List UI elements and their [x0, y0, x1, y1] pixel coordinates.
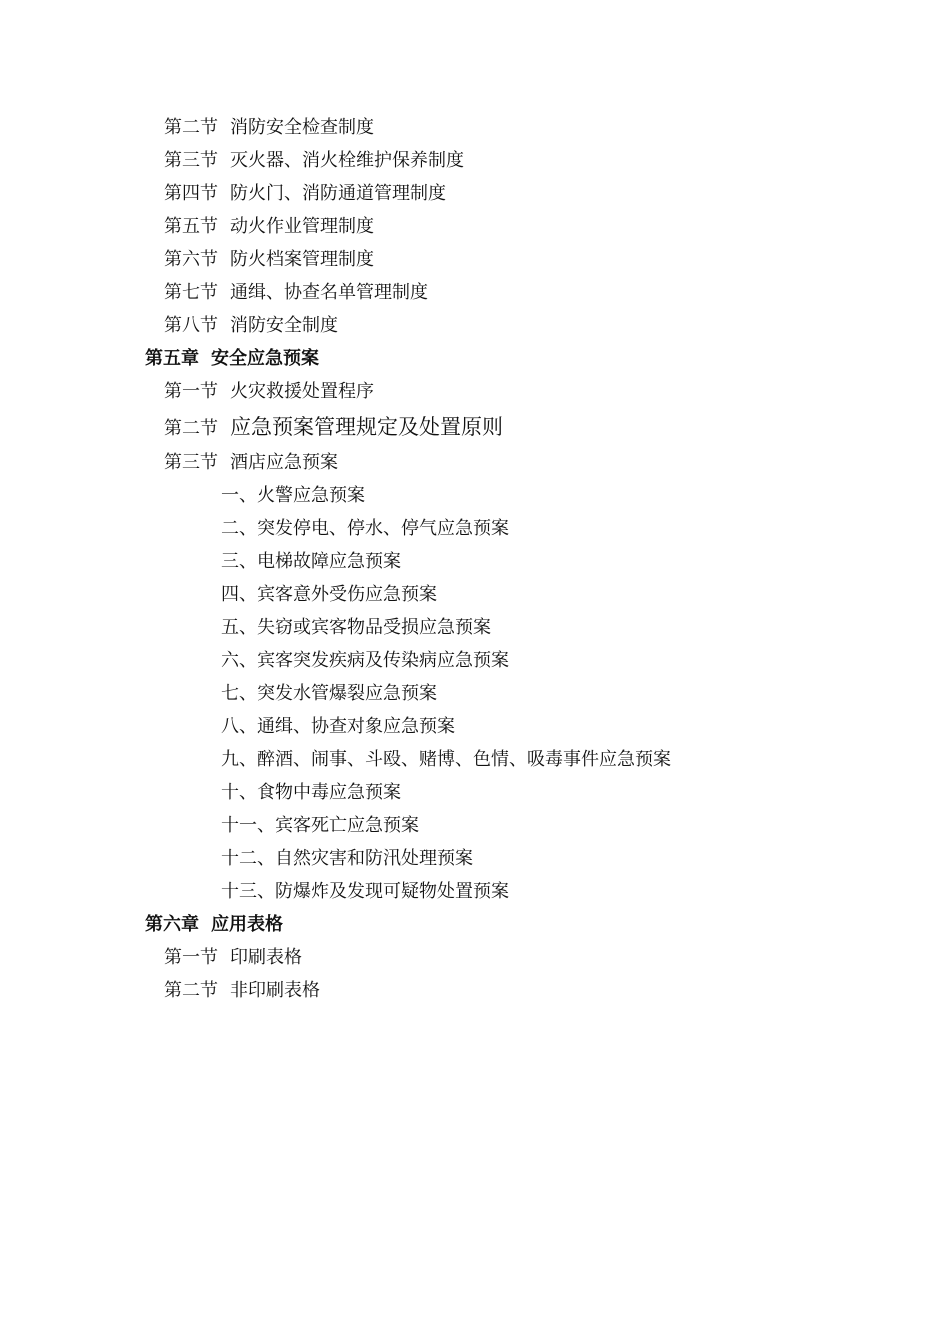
section-title: 应急预案管理规定及处置原则 [230, 415, 503, 439]
toc-section-line[interactable] [0, 408, 950, 446]
section-number: 第六节 [164, 249, 218, 270]
toc-section-line[interactable] [0, 446, 950, 479]
section-number: 第一节 [164, 381, 218, 402]
chapter-number: 第六章 [145, 914, 199, 935]
toc-item-line[interactable]: 四、宾客意外受伤应急预案 [221, 584, 437, 605]
section-title: 非印刷表格 [230, 980, 320, 1001]
toc-item-line[interactable]: 五、失窃或宾客物品受损应急预案 [221, 617, 491, 638]
section-number: 第三节 [164, 150, 218, 171]
toc-section-line[interactable] [0, 375, 950, 408]
section-title: 防火门、消防通道管理制度 [230, 183, 446, 204]
section-title: 防火档案管理制度 [230, 249, 374, 270]
section-title: 印刷表格 [230, 947, 302, 968]
section-number: 第八节 [164, 315, 218, 336]
section-number: 第二节 [164, 980, 218, 1001]
toc-chapter-heading[interactable] [0, 908, 950, 941]
toc-item-line[interactable]: 二、突发停电、停水、停气应急预案 [221, 518, 509, 539]
toc-item-line[interactable]: 六、宾客突发疾病及传染病应急预案 [221, 650, 509, 671]
section-number: 第五节 [164, 216, 218, 237]
toc-item-line[interactable]: 十一、宾客死亡应急预案 [221, 815, 419, 836]
chapter-title: 安全应急预案 [211, 348, 319, 369]
section-title: 火灾救援处置程序 [230, 381, 374, 402]
toc-section-line[interactable] [0, 974, 950, 1007]
section-title: 灭火器、消火栓维护保养制度 [230, 150, 464, 171]
toc-section-line[interactable] [0, 177, 950, 210]
section-title: 酒店应急预案 [230, 452, 338, 473]
toc-section-line[interactable] [0, 276, 950, 309]
toc-section-line[interactable] [0, 210, 950, 243]
toc-chapter-heading[interactable] [0, 342, 950, 375]
section-number: 第二节 [164, 117, 218, 138]
chapter-number: 第五章 [145, 348, 199, 369]
toc-item-line[interactable]: 十、食物中毒应急预案 [221, 782, 401, 803]
chapter-title: 应用表格 [211, 914, 283, 935]
section-title: 消防安全制度 [230, 315, 338, 336]
toc-section-line[interactable] [0, 941, 950, 974]
section-number: 第二节 [164, 418, 218, 439]
toc-item-line[interactable]: 三、电梯故障应急预案 [221, 551, 401, 572]
toc-section-line[interactable] [0, 309, 950, 342]
toc-section-line[interactable] [0, 144, 950, 177]
toc-item-line[interactable]: 一、火警应急预案 [221, 485, 365, 506]
section-number: 第一节 [164, 947, 218, 968]
section-title: 通缉、协查名单管理制度 [230, 282, 428, 303]
section-number: 第四节 [164, 183, 218, 204]
table-of-contents [0, 111, 950, 1007]
toc-item-line[interactable]: 八、通缉、协查对象应急预案 [221, 716, 455, 737]
toc-item-line[interactable]: 九、醉酒、闹事、斗殴、赌博、色情、吸毒事件应急预案 [221, 749, 671, 770]
section-number: 第三节 [164, 452, 218, 473]
section-number: 第七节 [164, 282, 218, 303]
toc-item-line[interactable]: 七、突发水管爆裂应急预案 [221, 683, 437, 704]
toc-item-line[interactable]: 十二、自然灾害和防汛处理预案 [221, 848, 473, 869]
toc-section-line[interactable] [0, 243, 950, 276]
section-title: 动火作业管理制度 [230, 216, 374, 237]
toc-section-line[interactable] [0, 111, 950, 144]
toc-item-line[interactable]: 十三、防爆炸及发现可疑物处置预案 [221, 881, 509, 902]
section-title: 消防安全检查制度 [230, 117, 374, 138]
